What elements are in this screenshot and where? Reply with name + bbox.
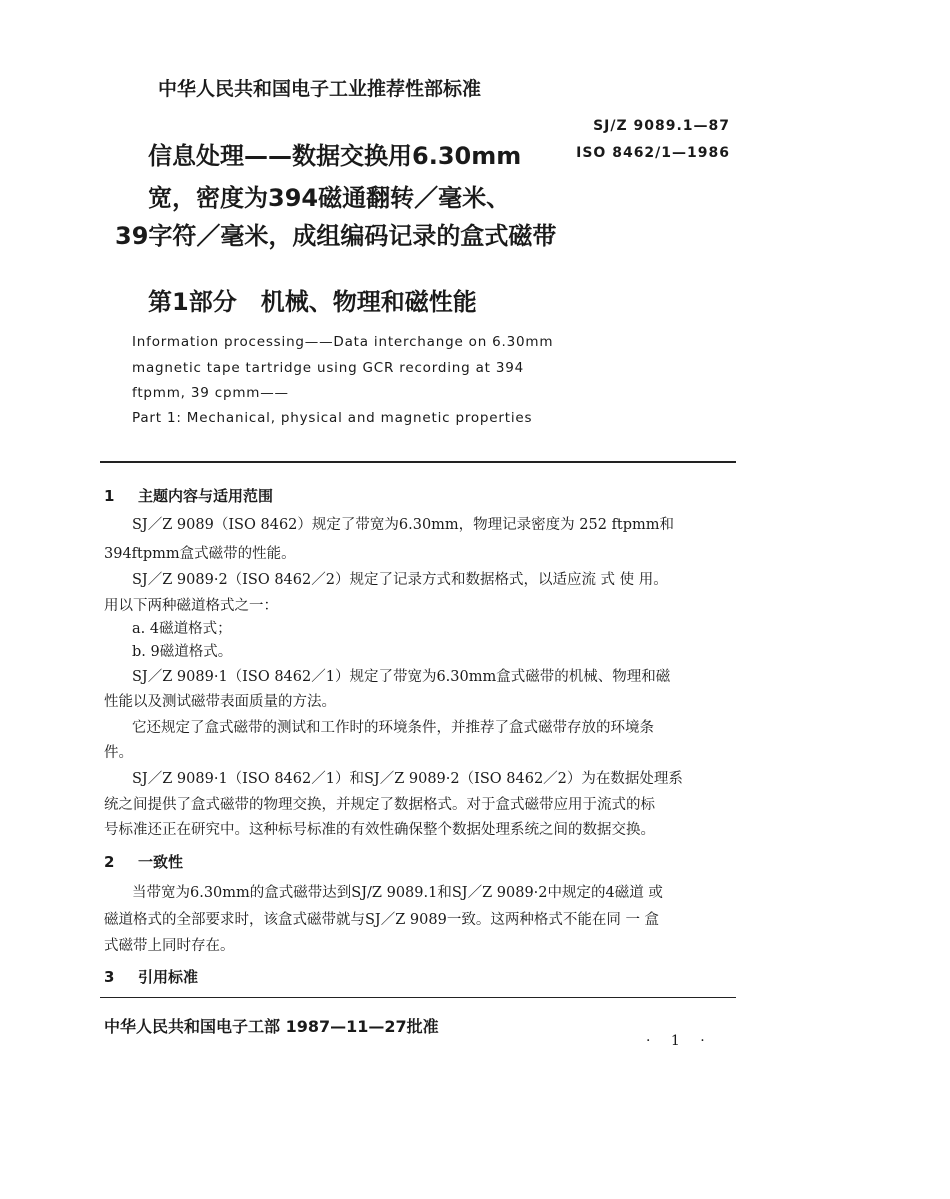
paragraph-line: 式磁带上同时存在。 [104,938,235,954]
english-title-line-2: magnetic tape tartridge using GCR recording at 394 [132,360,525,376]
paragraph-line: SJ／Z 9089（ISO 8462）规定了带宽为6.30mm，物理记录密度为 252 ftpmm和 [132,517,675,533]
paragraph-line: 磁道格式的全部要求时，该盒式磁带就与SJ／Z 9089一致。这两种格式不能在同 一 盒 [104,912,660,928]
paragraph-line: 用以下两种磁道格式之一： [104,598,278,614]
paragraph-line: 394ftpmm盒式磁带的性能。 [104,546,296,562]
footer-divider [100,997,736,998]
standard-number: SJ/Z 9089.1—87 [593,118,730,134]
paragraph-line: 统之间提供了盒式磁带的物理交换，并规定了数据格式。对于盒式磁带应用于流式的标 [104,797,655,813]
section-title: 引用标准 [138,968,199,986]
header-divider [100,461,736,463]
paragraph-line: SJ／Z 9089·2（ISO 8462／2）规定了记录方式和数据格式，以适应流 式 使 用。 [132,572,668,588]
paragraph-line: 它还规定了盒式磁带的测试和工作时的环境条件，并推荐了盒式磁带存放的环境条 [132,720,654,736]
section-title: 主题内容与适用范围 [138,487,274,505]
list-item: a. 4磁道格式； [132,621,232,637]
section-title: 一致性 [138,853,184,871]
title-line-2: 宽，密度为394磁通翻转／毫米、 [148,184,511,212]
part-title: 第1部分 机械、物理和磁性能 [148,288,477,316]
paragraph-line: 性能以及测试磁带表面质量的方法。 [104,694,336,710]
section-number: 2 [104,853,115,871]
page-number: · 1 · [646,1033,713,1049]
english-title-line-1: Information processing——Data interchange on 6.30mm [132,334,554,350]
paragraph-line: SJ／Z 9089·1（ISO 8462／1）和SJ／Z 9089·2（ISO 8462／2）为在数据处理系 [132,771,683,787]
section-1-heading [104,485,273,506]
org-header: 中华人民共和国电子工业推荐性部标准 [158,78,482,100]
english-title-line-4: Part 1: Mechanical, physical and magnetic properties [132,410,533,426]
iso-number: ISO 8462/1—1986 [576,145,730,161]
paragraph-line: SJ／Z 9089·1（ISO 8462／1）规定了带宽为6.30mm盒式磁带的机械、物理和磁 [132,669,671,685]
paragraph-line: 件。 [104,745,133,761]
paragraph-line: 当带宽为6.30mm的盒式磁带达到SJ/Z 9089.1和SJ／Z 9089·2中规定的4磁道 或 [132,885,663,901]
title-line-1: 信息处理——数据交换用6.30mm [148,142,522,170]
section-3-heading [104,966,198,987]
paragraph-line: 号标准还正在研究中。这种标号标准的有效性确保整个数据处理系统之间的数据交换。 [104,822,655,838]
english-title-line-3: ftpmm, 39 cpmm—— [132,385,289,401]
section-number: 3 [104,968,115,986]
title-line-3: 39字符／毫米，成组编码记录的盒式磁带 [115,222,557,250]
approval-line: 中华人民共和国电子工部 1987—11—27批准 [104,1017,439,1036]
section-2-heading [104,851,183,872]
section-number: 1 [104,487,115,505]
list-item: b. 9磁道格式。 [132,644,233,660]
